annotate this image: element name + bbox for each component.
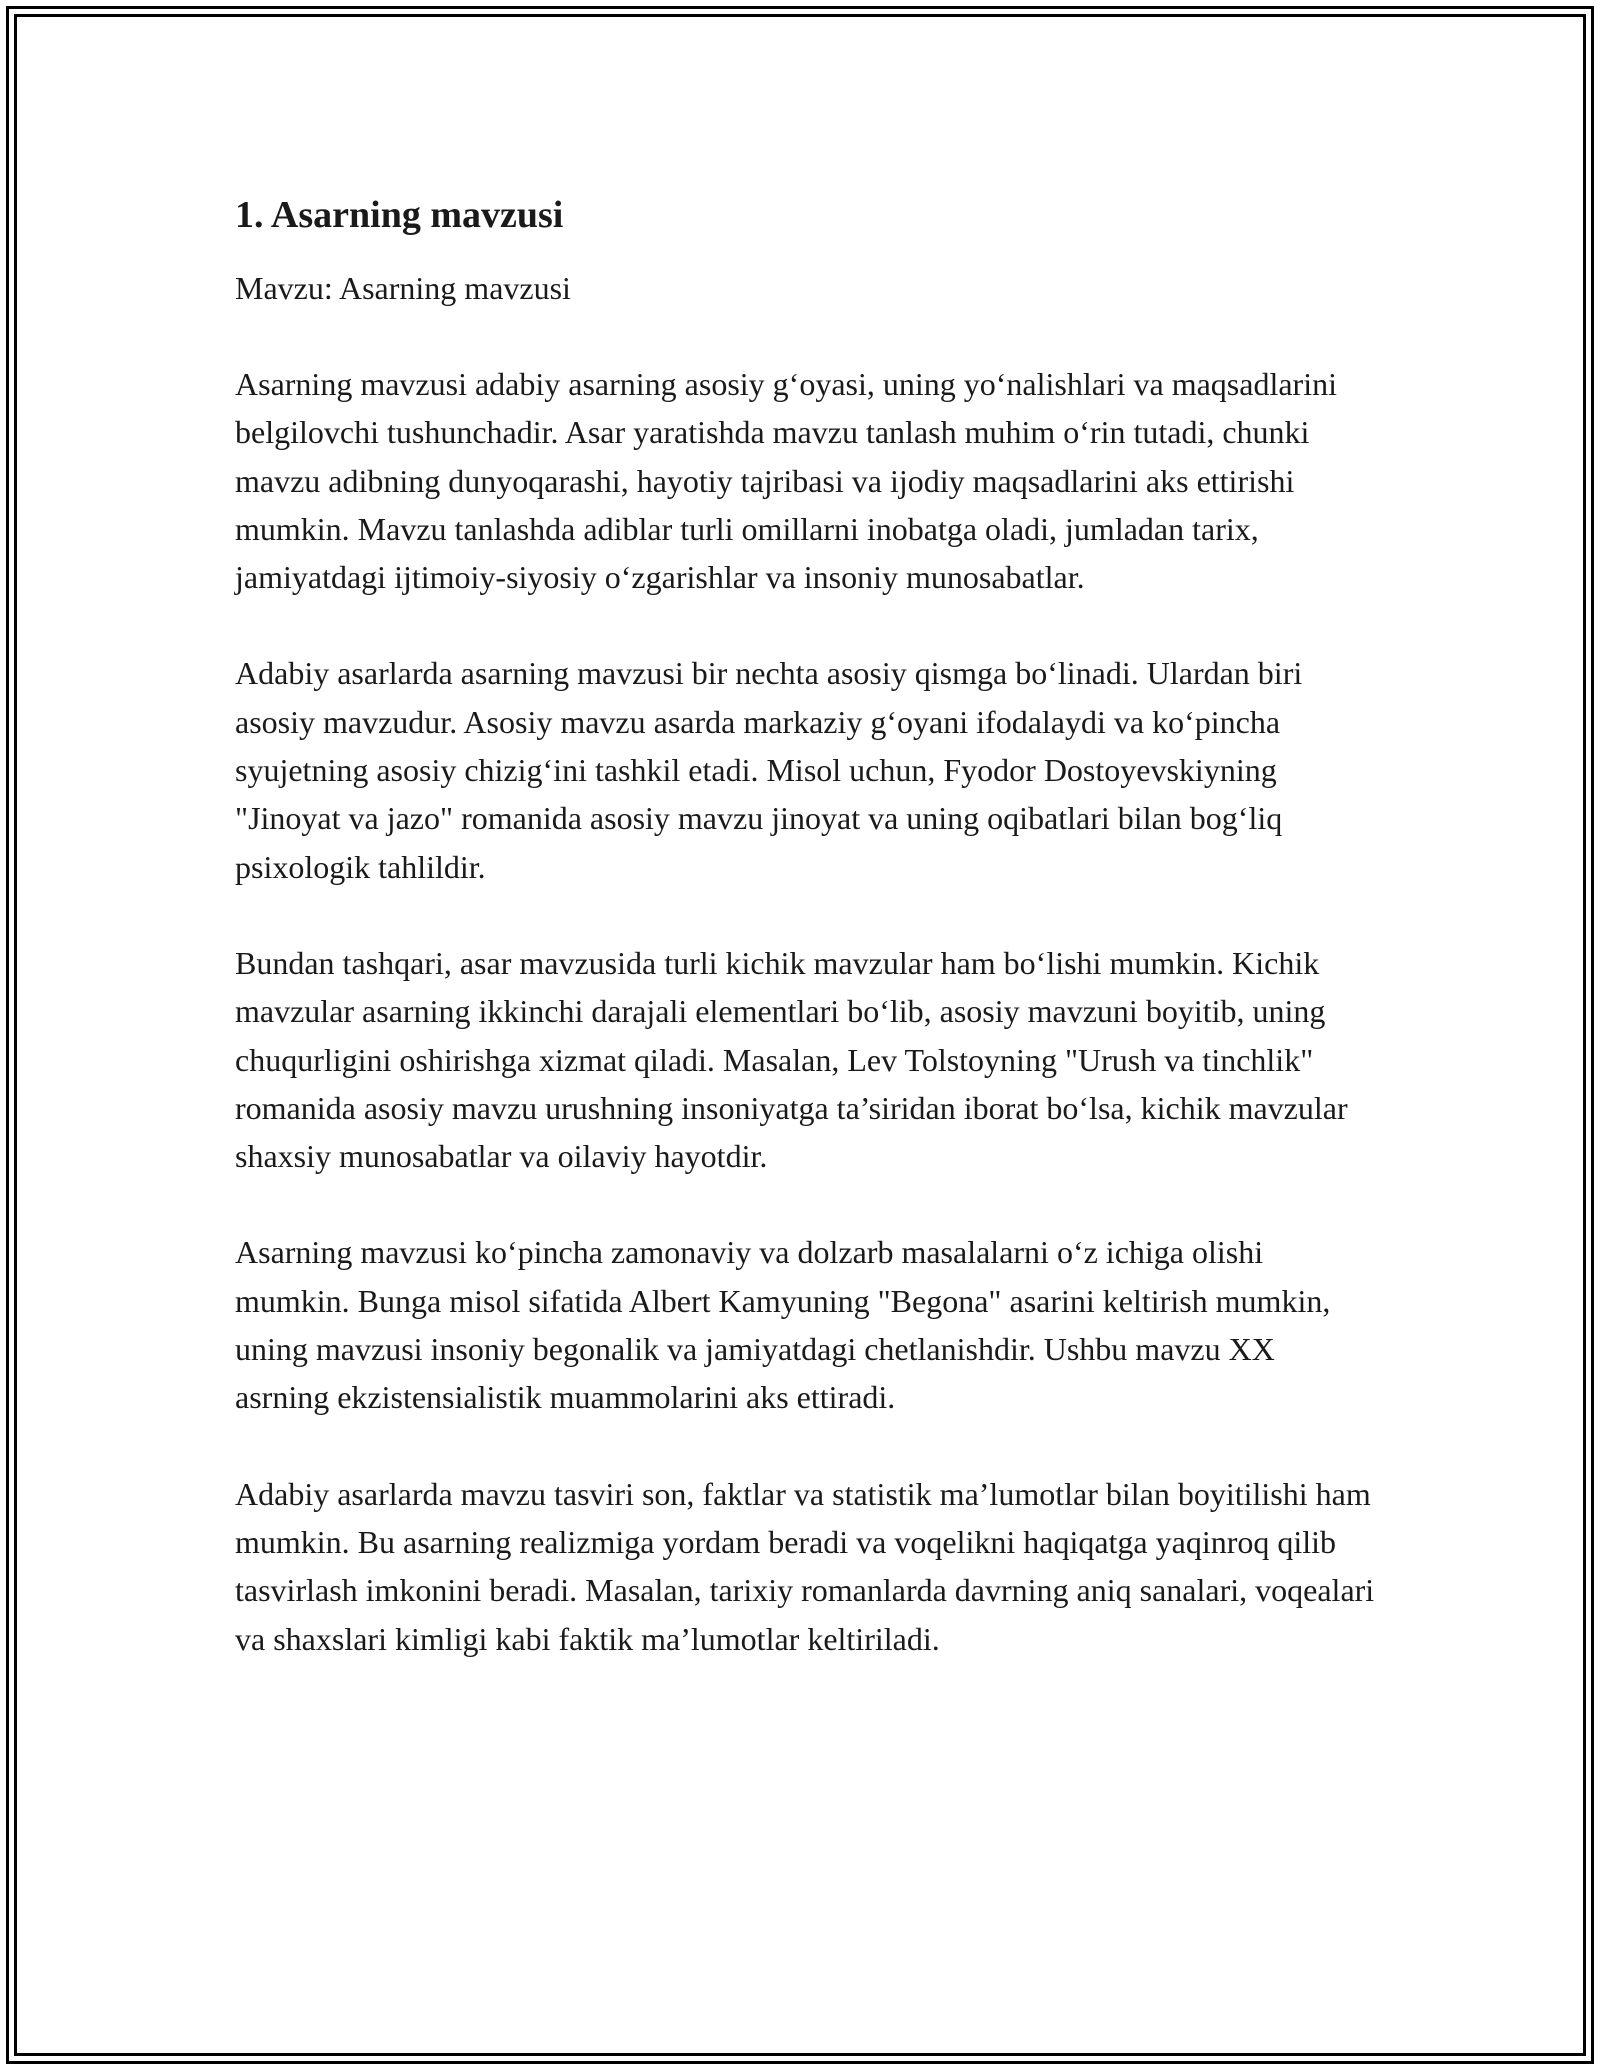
subject-line: Mavzu: Asarning mavzusi	[235, 270, 571, 306]
paragraph-5: Adabiy asarlarda mavzu tasviri son, faktlar va statistik ma’lumotlar bilan boyitilishi ham mumkin. Bu asarning realizmiga yordam beradi va voqelikni haqiqatga yaqinroq qilib tasvirlash imkonini beradi. Masalan, tarixiy romanlarda davrning aniq sanalari, voqealari va shaxslari kimligi kabi faktik ma’lumotlar keltiriladi.	[235, 1475, 1375, 1657]
section-heading: 1. Asarning mavzusi	[235, 194, 564, 236]
paragraph-3: Bundan tashqari, asar mavzusida turli kichik mavzular ham bo‘lishi mumkin. Kichik mavzular asarning ikkinchi darajali elementlari bo‘lib, asosiy mavzuni boyitib, uning chuqurligini oshirishga xizmat qiladi. Masalan, Lev Tolstoyning "Urush va tinchlik" romanida asosiy mavzu urushning insoniyatga ta’siridan iborat bo‘lsa, kichik mavzular shaxsiy munosabatlar va oilaviy hayotdir.	[235, 944, 1348, 1175]
paragraph-4: Asarning mavzusi ko‘pincha zamonaviy va dolzarb masalalarni o‘z ichiga olishi mumkin. Bunga misol sifatida Albert Kamyuning "Begona" asarini keltirish mumkin, uning mavzusi insoniy begonalik va jamiyatdagi chetlanishdir. Ushbu mavzu XX asrning ekzistensialistik muammolarini aks ettiradi.	[235, 1234, 1331, 1416]
document-body	[235, 188, 1375, 1711]
paragraph-1: Asarning mavzusi adabiy asarning asosiy g‘oyasi, uning yo‘nalishlari va maqsadlarini belgilovchi tushunchadir. Asar yaratishda mavzu tanlash muhim o‘rin tutadi, chunki mavzu adibning dunyoqarashi, hayotiy tajribasi va ijodiy maqsadlarini aks ettirishi mumkin. Mavzu tanlashda adiblar turli omillarni inobatga oladi, jumladan tarix, jamiyatdagi ijtimoiy-siyosiy o‘zgarishlar va insoniy munosabatlar.	[235, 366, 1337, 596]
paragraph-2: Adabiy asarlarda asarning mavzusi bir nechta asosiy qismga bo‘linadi. Ulardan biri asosiy mavzudur. Asosiy mavzu asarda markaziy g‘oyani ifodalaydi va ko‘pincha syujetning asosiy chizig‘ini tashkil etadi. Misol uchun, Fyodor Dostoyevskiyning "Jinoyat va jazo" romanida asosiy mavzu jinoyat va uning oqibatlari bilan bog‘liq psixologik tahlildir.	[235, 655, 1303, 885]
